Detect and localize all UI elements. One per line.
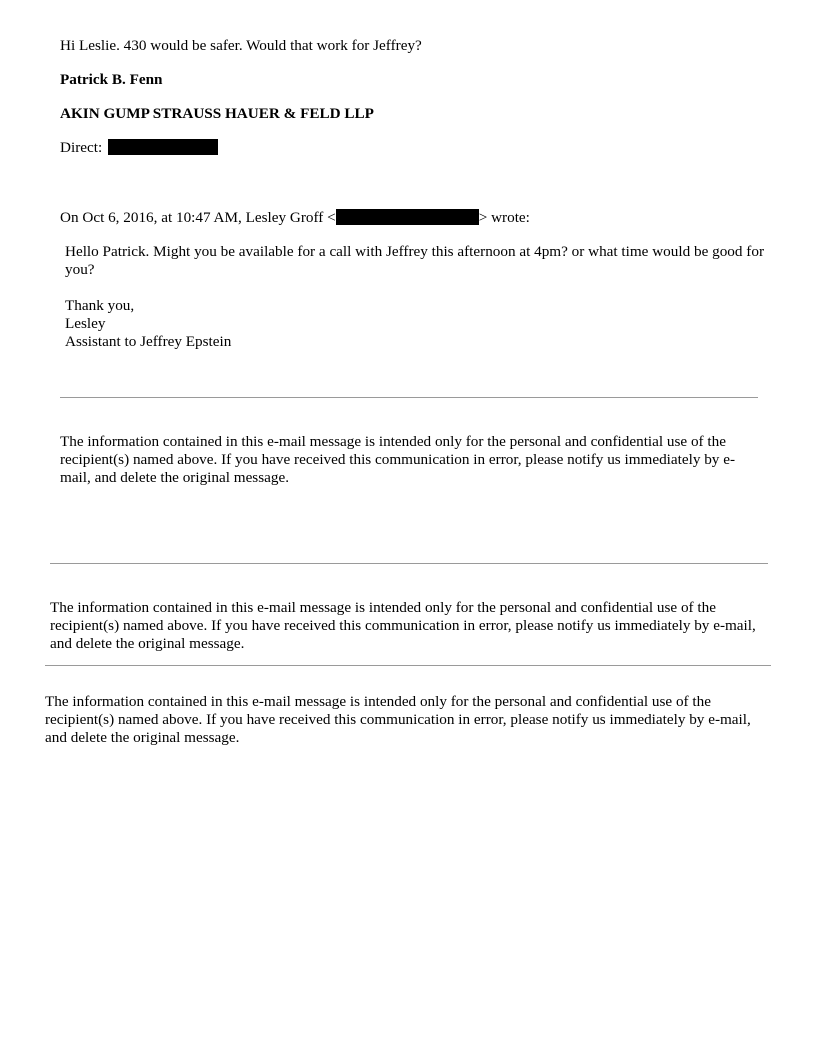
direct-line xyxy=(60,139,218,157)
quoted-body: Hello Patrick. Might you be available for a call with Jeffrey this afternoon at 4pm? or what time would be good for you? xyxy=(65,243,764,278)
divider-1 xyxy=(60,397,758,398)
quoted-header-suffix: > wrote: xyxy=(478,209,530,226)
signature-firm: AKIN GUMP STRAUSS HAUER & FELD LLP xyxy=(60,105,374,122)
disclaimer-3: The information contained in this e-mail message is intended only for the personal and confidential use of the recipient(s) named above. If you have received this communication in error, please notify us immediately by e-mail, and delete the original message. xyxy=(45,693,751,746)
divider-3 xyxy=(45,665,771,666)
quoted-closing-name: Lesley xyxy=(65,315,106,332)
redaction-phone xyxy=(108,139,218,155)
disclaimer-1: The information contained in this e-mail message is intended only for the personal and confidential use of the recipient(s) named above. If you have received this communication in error, please notify us immediately by e-mail, and delete the original message. xyxy=(60,433,735,486)
reply-greeting: Hi Leslie. 430 would be safer. Would that work for Jeffrey? xyxy=(60,37,422,54)
direct-label: Direct: xyxy=(60,139,103,156)
quoted-closing-thanks: Thank you, xyxy=(65,297,135,314)
quoted-closing-title: Assistant to Jeffrey Epstein xyxy=(65,333,232,350)
quoted-header xyxy=(60,209,530,227)
disclaimer-2: The information contained in this e-mail message is intended only for the personal and confidential use of the recipient(s) named above. If you have received this communication in error, please notify us immediately by e-mail, and delete the original message. xyxy=(50,599,756,652)
redaction-email xyxy=(336,209,479,225)
signature-name: Patrick B. Fenn xyxy=(60,71,163,88)
divider-2 xyxy=(50,563,768,564)
quoted-header-prefix: On Oct 6, 2016, at 10:47 AM, Lesley Groff < xyxy=(60,209,336,226)
